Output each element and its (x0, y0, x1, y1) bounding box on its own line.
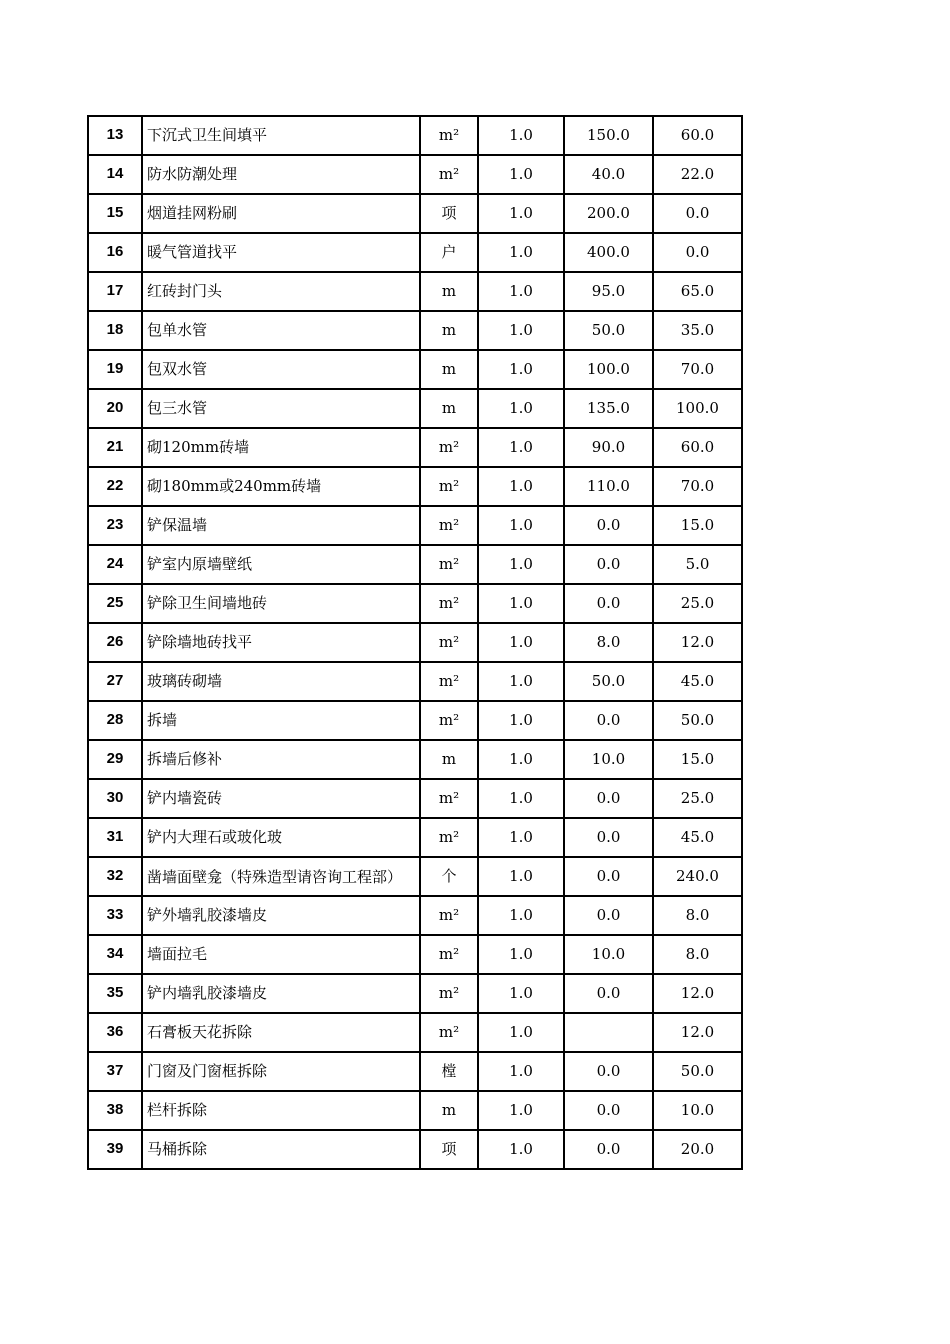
price-b-cell: 100.0 (653, 389, 742, 428)
row-number: 20 (88, 389, 142, 428)
table-row (88, 116, 742, 155)
item-name: 铲保温墙 (142, 506, 420, 545)
row-number: 17 (88, 272, 142, 311)
row-number: 33 (88, 896, 142, 935)
item-name: 铲除墙地砖找平 (142, 623, 420, 662)
unit-cell: m² (420, 428, 478, 467)
quantity-cell: 1.0 (478, 506, 564, 545)
price-b-cell: 25.0 (653, 779, 742, 818)
quantity-cell: 1.0 (478, 701, 564, 740)
quantity-cell: 1.0 (478, 116, 564, 155)
price-a-cell: 50.0 (564, 311, 653, 350)
quantity-cell: 1.0 (478, 857, 564, 896)
table-row (88, 1130, 742, 1169)
quantity-cell: 1.0 (478, 896, 564, 935)
price-b-cell: 50.0 (653, 701, 742, 740)
row-number: 14 (88, 155, 142, 194)
unit-cell: m² (420, 467, 478, 506)
quantity-cell: 1.0 (478, 935, 564, 974)
price-b-cell: 45.0 (653, 662, 742, 701)
table-row (88, 545, 742, 584)
row-number: 13 (88, 116, 142, 155)
table-row (88, 662, 742, 701)
row-number: 21 (88, 428, 142, 467)
price-b-cell: 15.0 (653, 740, 742, 779)
quantity-cell: 1.0 (478, 272, 564, 311)
price-b-cell: 10.0 (653, 1091, 742, 1130)
item-name: 防水防潮处理 (142, 155, 420, 194)
item-name: 红砖封门头 (142, 272, 420, 311)
row-number: 27 (88, 662, 142, 701)
table-row (88, 818, 742, 857)
price-a-cell: 0.0 (564, 584, 653, 623)
item-name: 包单水管 (142, 311, 420, 350)
price-a-cell: 50.0 (564, 662, 653, 701)
price-table-body (88, 116, 742, 1169)
row-number: 25 (88, 584, 142, 623)
unit-cell: 项 (420, 1130, 478, 1169)
price-b-cell: 60.0 (653, 428, 742, 467)
table-row (88, 1013, 742, 1052)
item-name: 铲外墙乳胶漆墙皮 (142, 896, 420, 935)
item-name: 马桶拆除 (142, 1130, 420, 1169)
unit-cell: m² (420, 584, 478, 623)
price-b-cell: 20.0 (653, 1130, 742, 1169)
table-row (88, 857, 742, 896)
price-b-cell: 12.0 (653, 623, 742, 662)
price-a-cell: 0.0 (564, 701, 653, 740)
row-number: 18 (88, 311, 142, 350)
item-name: 砌180mm或240mm砖墙 (142, 467, 420, 506)
quantity-cell: 1.0 (478, 311, 564, 350)
unit-cell: m (420, 389, 478, 428)
quantity-cell: 1.0 (478, 350, 564, 389)
quantity-cell: 1.0 (478, 623, 564, 662)
unit-cell: m (420, 311, 478, 350)
table-row (88, 350, 742, 389)
quantity-cell: 1.0 (478, 1052, 564, 1091)
row-number: 31 (88, 818, 142, 857)
unit-cell: m (420, 272, 478, 311)
table-row (88, 584, 742, 623)
table-row (88, 740, 742, 779)
quantity-cell: 1.0 (478, 428, 564, 467)
table-row (88, 233, 742, 272)
row-number: 16 (88, 233, 142, 272)
price-b-cell: 70.0 (653, 467, 742, 506)
row-number: 39 (88, 1130, 142, 1169)
table-row (88, 428, 742, 467)
item-name: 包三水管 (142, 389, 420, 428)
price-a-cell: 200.0 (564, 194, 653, 233)
quantity-cell: 1.0 (478, 1091, 564, 1130)
price-a-cell: 0.0 (564, 1091, 653, 1130)
price-a-cell: 0.0 (564, 857, 653, 896)
table-row (88, 896, 742, 935)
item-name: 烟道挂网粉刷 (142, 194, 420, 233)
quantity-cell: 1.0 (478, 194, 564, 233)
price-b-cell: 12.0 (653, 974, 742, 1013)
row-number: 23 (88, 506, 142, 545)
row-number: 36 (88, 1013, 142, 1052)
item-name: 铲内墙乳胶漆墙皮 (142, 974, 420, 1013)
quantity-cell: 1.0 (478, 740, 564, 779)
unit-cell: m² (420, 116, 478, 155)
item-name: 铲除卫生间墙地砖 (142, 584, 420, 623)
table-row (88, 155, 742, 194)
price-b-cell: 0.0 (653, 194, 742, 233)
row-number: 22 (88, 467, 142, 506)
price-b-cell: 240.0 (653, 857, 742, 896)
quantity-cell: 1.0 (478, 467, 564, 506)
price-a-cell: 90.0 (564, 428, 653, 467)
price-b-cell: 50.0 (653, 1052, 742, 1091)
price-a-cell: 0.0 (564, 1130, 653, 1169)
table-row (88, 272, 742, 311)
table-row (88, 701, 742, 740)
quantity-cell: 1.0 (478, 155, 564, 194)
price-a-cell: 135.0 (564, 389, 653, 428)
price-a-cell: 0.0 (564, 974, 653, 1013)
price-b-cell: 65.0 (653, 272, 742, 311)
table-row (88, 389, 742, 428)
item-name: 下沉式卫生间填平 (142, 116, 420, 155)
item-name: 墙面拉毛 (142, 935, 420, 974)
item-name: 包双水管 (142, 350, 420, 389)
unit-cell: m² (420, 701, 478, 740)
item-name: 铲室内原墙壁纸 (142, 545, 420, 584)
item-name: 玻璃砖砌墙 (142, 662, 420, 701)
item-name: 铲内大理石或玻化玻 (142, 818, 420, 857)
price-a-cell (564, 1013, 653, 1052)
unit-cell: m² (420, 935, 478, 974)
price-a-cell: 40.0 (564, 155, 653, 194)
unit-cell: 户 (420, 233, 478, 272)
unit-cell: m (420, 740, 478, 779)
row-number: 38 (88, 1091, 142, 1130)
item-name: 拆墙 (142, 701, 420, 740)
quantity-cell: 1.0 (478, 584, 564, 623)
price-a-cell: 400.0 (564, 233, 653, 272)
row-number: 29 (88, 740, 142, 779)
row-number: 15 (88, 194, 142, 233)
price-a-cell: 0.0 (564, 896, 653, 935)
table-row (88, 623, 742, 662)
row-number: 24 (88, 545, 142, 584)
unit-cell: 樘 (420, 1052, 478, 1091)
item-name: 凿墙面壁龛（特殊造型请咨询工程部） (142, 857, 420, 896)
price-a-cell: 95.0 (564, 272, 653, 311)
price-a-cell: 10.0 (564, 935, 653, 974)
price-b-cell: 8.0 (653, 935, 742, 974)
price-b-cell: 0.0 (653, 233, 742, 272)
unit-cell: 个 (420, 857, 478, 896)
price-table (87, 115, 743, 1170)
row-number: 28 (88, 701, 142, 740)
table-row (88, 194, 742, 233)
quantity-cell: 1.0 (478, 818, 564, 857)
item-name: 栏杆拆除 (142, 1091, 420, 1130)
quantity-cell: 1.0 (478, 662, 564, 701)
price-a-cell: 0.0 (564, 1052, 653, 1091)
unit-cell: m² (420, 623, 478, 662)
unit-cell: m² (420, 974, 478, 1013)
table-row (88, 1052, 742, 1091)
row-number: 19 (88, 350, 142, 389)
price-a-cell: 0.0 (564, 818, 653, 857)
unit-cell: m (420, 1091, 478, 1130)
price-b-cell: 25.0 (653, 584, 742, 623)
price-b-cell: 8.0 (653, 896, 742, 935)
price-a-cell: 150.0 (564, 116, 653, 155)
table-row (88, 467, 742, 506)
price-b-cell: 35.0 (653, 311, 742, 350)
unit-cell: m² (420, 779, 478, 818)
price-b-cell: 70.0 (653, 350, 742, 389)
unit-cell: m² (420, 662, 478, 701)
unit-cell: m² (420, 1013, 478, 1052)
item-name: 石膏板天花拆除 (142, 1013, 420, 1052)
quantity-cell: 1.0 (478, 233, 564, 272)
quantity-cell: 1.0 (478, 779, 564, 818)
quantity-cell: 1.0 (478, 974, 564, 1013)
unit-cell: m² (420, 155, 478, 194)
table-row (88, 779, 742, 818)
price-a-cell: 110.0 (564, 467, 653, 506)
row-number: 34 (88, 935, 142, 974)
row-number: 35 (88, 974, 142, 1013)
item-name: 铲内墙瓷砖 (142, 779, 420, 818)
row-number: 37 (88, 1052, 142, 1091)
unit-cell: m² (420, 896, 478, 935)
price-a-cell: 0.0 (564, 779, 653, 818)
price-b-cell: 45.0 (653, 818, 742, 857)
price-b-cell: 60.0 (653, 116, 742, 155)
item-name: 砌120mm砖墙 (142, 428, 420, 467)
table-row (88, 974, 742, 1013)
unit-cell: m² (420, 545, 478, 584)
unit-cell: m² (420, 818, 478, 857)
table-row (88, 506, 742, 545)
item-name: 门窗及门窗框拆除 (142, 1052, 420, 1091)
price-b-cell: 12.0 (653, 1013, 742, 1052)
table-row (88, 935, 742, 974)
price-b-cell: 5.0 (653, 545, 742, 584)
row-number: 30 (88, 779, 142, 818)
table-row (88, 1091, 742, 1130)
item-name: 拆墙后修补 (142, 740, 420, 779)
price-a-cell: 100.0 (564, 350, 653, 389)
quantity-cell: 1.0 (478, 545, 564, 584)
price-a-cell: 10.0 (564, 740, 653, 779)
unit-cell: m² (420, 506, 478, 545)
unit-cell: 项 (420, 194, 478, 233)
price-a-cell: 0.0 (564, 506, 653, 545)
table-row (88, 311, 742, 350)
quantity-cell: 1.0 (478, 1013, 564, 1052)
quantity-cell: 1.0 (478, 389, 564, 428)
row-number: 32 (88, 857, 142, 896)
row-number: 26 (88, 623, 142, 662)
price-b-cell: 15.0 (653, 506, 742, 545)
price-b-cell: 22.0 (653, 155, 742, 194)
quantity-cell: 1.0 (478, 1130, 564, 1169)
price-a-cell: 0.0 (564, 545, 653, 584)
unit-cell: m (420, 350, 478, 389)
item-name: 暖气管道找平 (142, 233, 420, 272)
price-a-cell: 8.0 (564, 623, 653, 662)
